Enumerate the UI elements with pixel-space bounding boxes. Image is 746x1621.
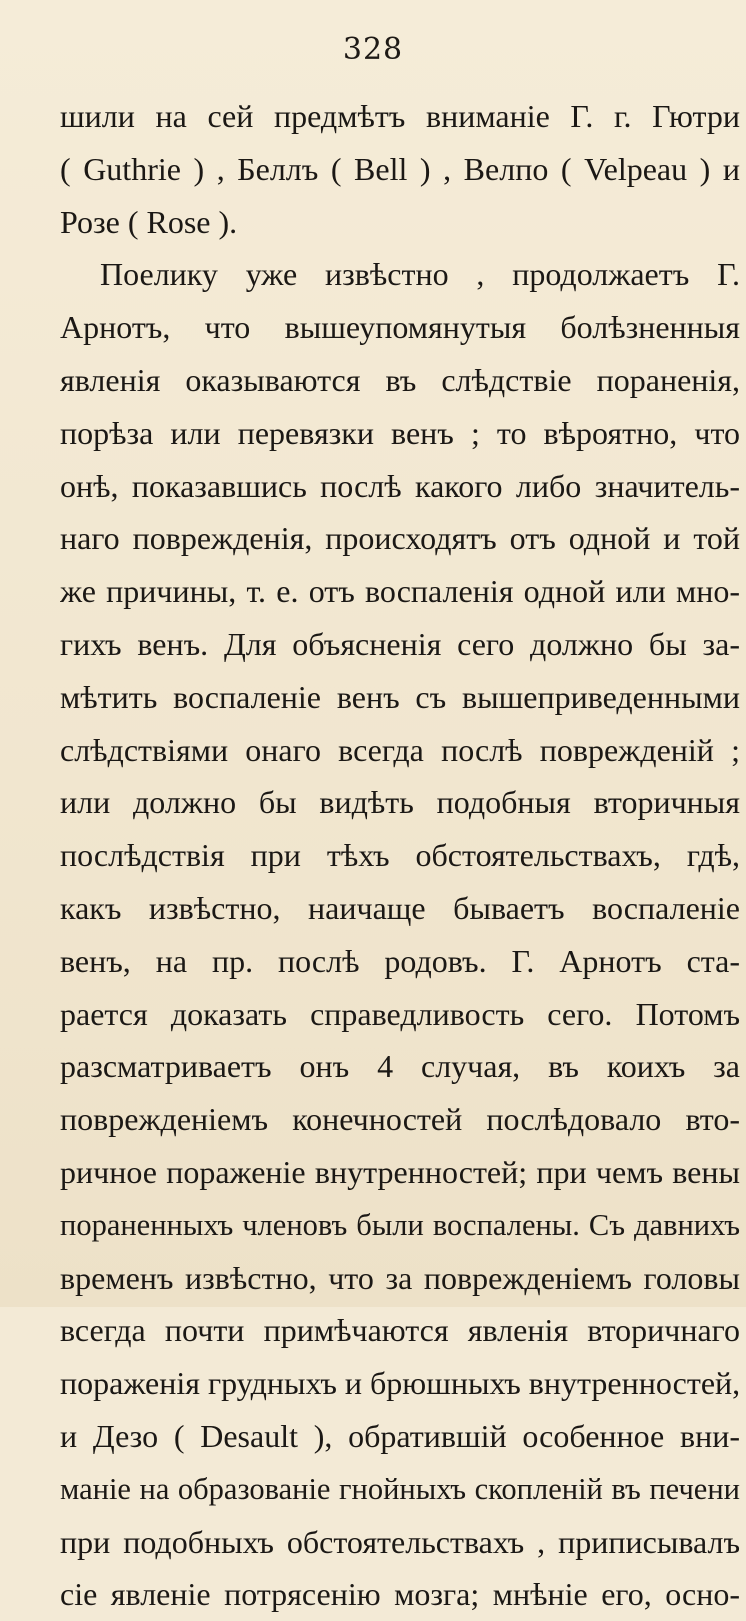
- text-line: ( Guthrie ) , Беллъ ( Bell ) , Велпо ( Velpeau ) и: [60, 150, 740, 187]
- text-line: и Дезо ( Desault ), обратившій особенное вни-: [60, 1417, 740, 1454]
- text-line: маніе на образованіе гнойныхъ скопленій въ печени: [60, 1471, 740, 1506]
- text-line: разсматриваетъ онъ 4 случая, въ коихъ за: [60, 1048, 740, 1085]
- text-line: послѣдствія при тѣхъ обстоятельствахъ, гдѣ,: [60, 837, 740, 874]
- text-line: же причины, т. е. отъ воспаленія одной или мно-: [60, 573, 740, 610]
- text-line: гихъ венъ. Для объясненія сего должно бы за-: [60, 625, 740, 662]
- text-line: рается доказать справедливость сего. Потомъ: [60, 995, 740, 1032]
- text-line: при подобныхъ обстоятельствахъ , приписывалъ: [60, 1523, 740, 1560]
- text-line: шили на сей предмѣтъ вниманіе Г. г. Гютри: [60, 98, 740, 134]
- text-line: слѣдствіями онаго всегда послѣ поврежденій ;: [60, 731, 740, 768]
- text-line: Поелику уже извѣстно , продолжаетъ Г.: [100, 256, 740, 293]
- text-line: ричное пораженіе внутренностей; при чемъ вены: [60, 1153, 740, 1190]
- text-line: пораненныхъ членовъ были воспалены. Съ давнихъ: [60, 1207, 740, 1242]
- text-line: Розе ( Rose ).: [60, 203, 238, 240]
- text-line: или должно бы видѣть подобныя вторичныя: [60, 784, 740, 821]
- text-line: временъ извѣстно, что за поврежденіемъ головы: [60, 1259, 740, 1296]
- text-line: поврежденіемъ конечностей послѣдовало вто-: [60, 1101, 740, 1138]
- text-line: какъ извѣстно, наичаще бываетъ воспаленіе: [60, 889, 740, 926]
- text-line: порѣза или перевязки венъ ; то вѣроятно, что: [60, 414, 740, 451]
- body-text: [60, 90, 740, 1621]
- text-line: пораженія грудныхъ и брюшныхъ внутренностей,: [60, 1365, 740, 1402]
- text-line: всегда почти примѣчаются явленія вторичнаго: [60, 1312, 740, 1349]
- text-line: мѣтить воспаленіе венъ съ вышеприведенными: [60, 678, 740, 715]
- text-line: онѣ, показавшись послѣ какого либо значитель-: [60, 467, 740, 504]
- text-line: сіе явленіе потрясенію мозга; мнѣніе его, осно-: [60, 1576, 740, 1613]
- text-line: венъ, на пр. послѣ родовъ. Г. Арнотъ ста-: [60, 942, 740, 979]
- page-number: 328: [342, 32, 404, 67]
- text-line: наго поврежденія, происходятъ отъ одной и той: [60, 520, 740, 557]
- text-line: явленія оказываются въ слѣдствіе пораненія,: [60, 361, 740, 398]
- text-line: Арнотъ, что вышеупомянутыя болѣзненныя: [60, 309, 740, 346]
